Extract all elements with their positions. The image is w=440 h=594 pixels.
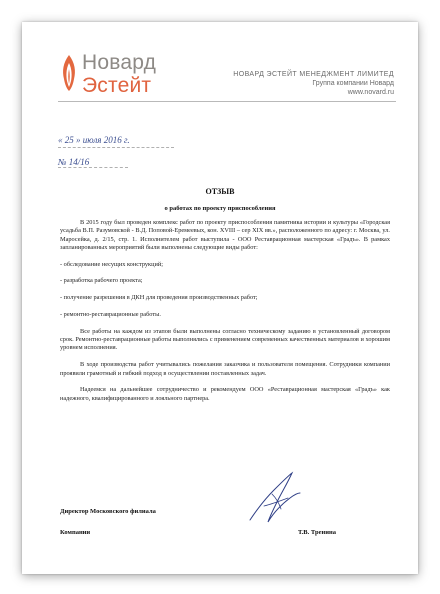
document-title: ОТЗЫВ xyxy=(205,187,235,196)
paragraph-intro: В 2015 году был проведен комплекс работ по проекту приспособления памятника истории и культуры «Городская усадьба В.П. Разумовской - В.Д. Поповой-Еремеевых, кон. XVIII – сер XIX вв.», расположенного по адресу: г. Москва, ул. Маросейка, д. 2/15, стр. 1. Исполнителем работ выступила - ООО Реставрационная мастерская «Градъ». В рамках запланированных мероприятий были выполнены следующие виды работ: xyxy=(60,219,390,251)
paragraph-quality: Все работы на каждом из этапов были выполнены согласно техническому заданию в установленный договором срок. Ремонтно-реставрационные работы выполнялись с применением современных качественных материалов и хорошим уровнем исполнения. xyxy=(60,327,390,352)
letter-page xyxy=(22,22,418,574)
signatory-role-company: Компании xyxy=(60,529,91,536)
list-item: - разработка рабочего проекта; xyxy=(60,277,143,285)
letterhead-group: Группа компании Новард xyxy=(312,80,394,87)
number-field-line xyxy=(58,167,128,168)
list-item: - ремонтно-реставрационные работы. xyxy=(60,311,161,319)
handwritten-number: № 14/16 xyxy=(58,157,90,167)
document-subtitle: о работах по проекту приспособления xyxy=(164,205,276,212)
logo-line-2: Эстейт xyxy=(82,74,152,97)
signatory-role: Директор Московского филиала xyxy=(60,508,156,515)
date-field-line xyxy=(58,147,174,148)
header-divider xyxy=(58,101,396,102)
letterhead-company: НОВАРД ЭСТЕЙТ МЕНЕДЖМЕНТ ЛИМИТЕД xyxy=(233,71,394,78)
letterhead-website: www.novard.ru xyxy=(347,89,394,96)
handwritten-date: « 25 » июля 2016 г. xyxy=(58,135,130,145)
signatory-name: Т.В. Тренина xyxy=(298,529,336,536)
paragraph-process: В ходе производства работ учитывались пожелания заказчика и пользователя помещения. Сотрудники компании проявили грамотный и гибкий подход в осуществлении поставленных задач. xyxy=(60,361,390,377)
list-item: - обследование несущих конструкций; xyxy=(60,260,163,268)
handwritten-signature xyxy=(244,468,304,528)
flame-logo-icon xyxy=(60,54,78,92)
paragraph-recommendation: Надеемся на дальнейшее сотрудничество и рекомендуем ООО «Реставрационная мастерская «Градъ» как надежного, квалифицированного и лояльного партнера. xyxy=(60,386,390,402)
logo-line-1: Новард xyxy=(82,51,157,74)
letterhead-info xyxy=(233,70,394,97)
list-item: - получение разрешения в ДКН для проведения производственных работ; xyxy=(60,294,258,302)
company-logo xyxy=(82,52,156,96)
document-body xyxy=(60,219,390,411)
